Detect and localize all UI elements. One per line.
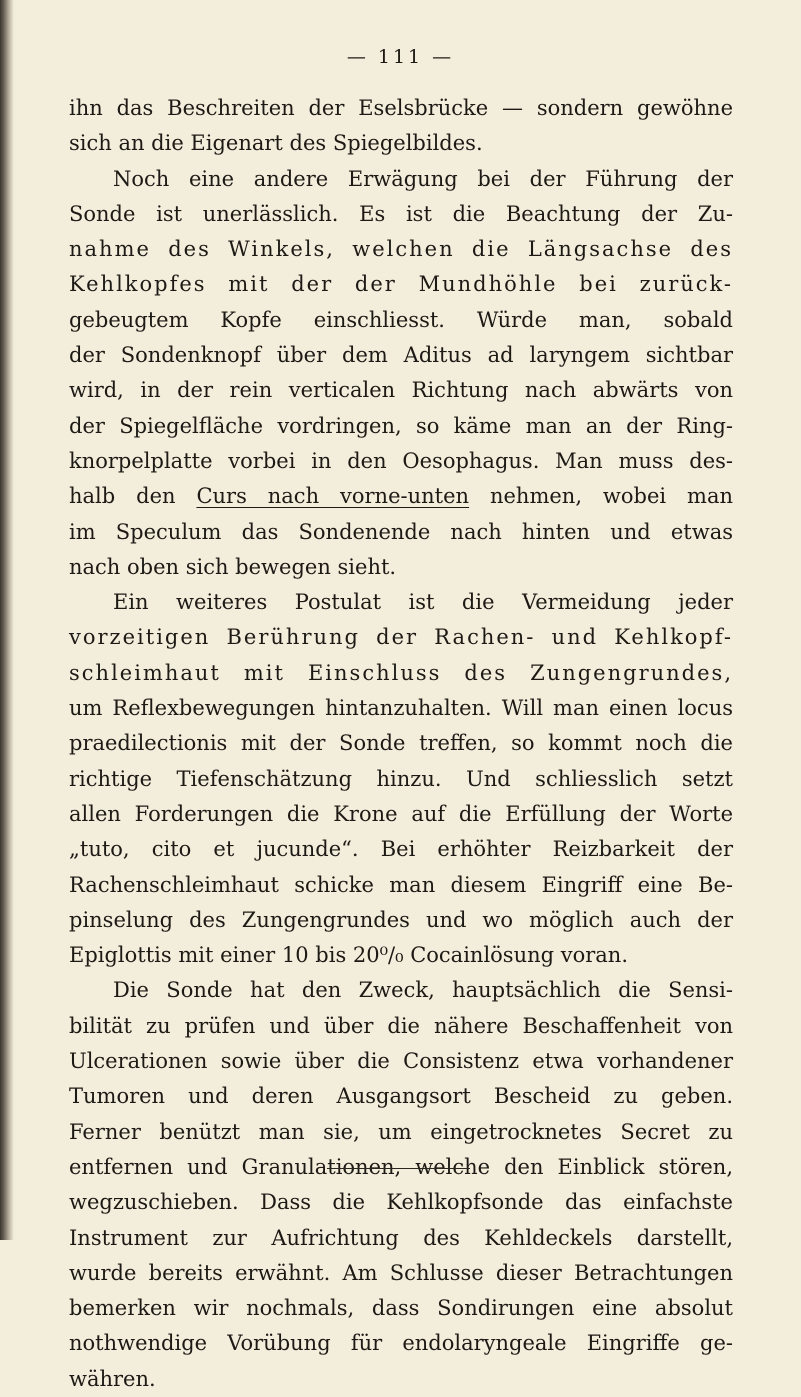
text-line: im Speculum das Sondenende nach hinten und etwas: [69, 519, 733, 544]
page-number: — 111 —: [346, 46, 455, 68]
text-line: Sonde ist unerlässlich. Es ist die Beachtung der Zu-: [69, 201, 733, 226]
text-line: schleimhaut mit Einschluss des Zungengrundes,: [69, 660, 733, 685]
text-line: wurde bereits erwähnt. Am Schlusse dieser Betrachtungen: [69, 1260, 733, 1285]
text-line: Ein weiteres Postulat ist die Vermeidung jeder: [113, 590, 733, 615]
text-line: der Spiegelfläche vordringen, so käme man an der Ring-: [69, 413, 733, 438]
text-line: bemerken wir nochmals, dass Sondirungen eine absolut: [69, 1296, 733, 1321]
text-line: allen Forderungen die Krone auf die Erfüllung der Worte: [69, 801, 733, 826]
book-binding-edge: [0, 0, 14, 1240]
text-line: ihn das Beschreiten der Eselsbrücke — sondern gewöhne: [69, 96, 733, 120]
text-line: Kehlkopfes mit der der Mundhöhle bei zurück-: [69, 272, 733, 297]
text-line: praedilectionis mit der Sonde treffen, so kommt noch die: [69, 731, 733, 756]
text-line: Ulcerationen sowie über die Consistenz etwa vorhandener: [69, 1049, 733, 1074]
text-line: sich an die Eigenart des Spiegelbildes.: [69, 131, 483, 156]
text-line: Noch eine andere Erwägung bei der Führung der: [113, 166, 733, 191]
body-text: [69, 91, 733, 1397]
text-line: entfernen und Granulationen, welche den Einblick stören,: [69, 1154, 733, 1179]
text-line: richtige Tiefenschätzung hinzu. Und schliesslich setzt: [69, 766, 733, 791]
section-end-rule: [327, 1168, 470, 1169]
text-line: Die Sonde hat den Zweck, hauptsächlich die Sensi-: [113, 978, 733, 1003]
text-line: nahme des Winkels, welchen die Längsachse des: [69, 237, 733, 262]
text-line: knorpelplatte vorbei in den Oesophagus. Man muss des-: [69, 448, 733, 473]
text-line: Rachenschleimhaut schicke man diesem Eingriff eine Be-: [69, 872, 733, 897]
text-line: Instrument zur Aufrichtung des Kehldeckels darstellt,: [69, 1225, 733, 1250]
text-line: vorzeitigen Berührung der Rachen- und Kehlkopf-: [69, 625, 733, 650]
text-line: bilität zu prüfen und über die nähere Beschaffenheit von: [69, 1013, 733, 1038]
text-line: wird, in der rein verticalen Richtung nach abwärts von: [69, 378, 733, 403]
text-line: Ferner benützt man sie, um eingetrocknetes Secret zu: [69, 1119, 733, 1144]
text-line: der Sondenknopf über dem Aditus ad laryngem sichtbar: [69, 343, 733, 368]
text-line: „tuto, cito et jucunde“. Bei erhöhter Reizbarkeit der: [69, 837, 733, 862]
underlined-phrase: Curs nach vorne-unten: [196, 484, 470, 509]
text-line: gebeugtem Kopfe einschliesst. Würde man, sobald: [69, 307, 733, 332]
text-line: Tumoren und deren Ausgangsort Bescheid zu geben.: [69, 1084, 733, 1109]
text-line: um Reflexbewegungen hintanzuhalten. Will man einen locus: [69, 696, 733, 721]
text-line: nothwendige Vorübung für endolaryngeale Eingriffe ge-: [69, 1331, 733, 1356]
text-line: Epiglottis mit einer 10 bis 20⁰/₀ Cocainlösung voran.: [69, 943, 629, 968]
text-line: währen.: [69, 1366, 156, 1391]
text-line: nach oben sich bewegen sieht.: [69, 554, 397, 579]
text-line: pinselung des Zungengrundes und wo möglich auch der: [69, 907, 733, 932]
text-line: wegzuschieben. Dass die Kehlkopfsonde das einfachste: [69, 1190, 733, 1215]
text-line: halb den Curs nach vorne-unten nehmen, wobei man: [69, 484, 733, 509]
